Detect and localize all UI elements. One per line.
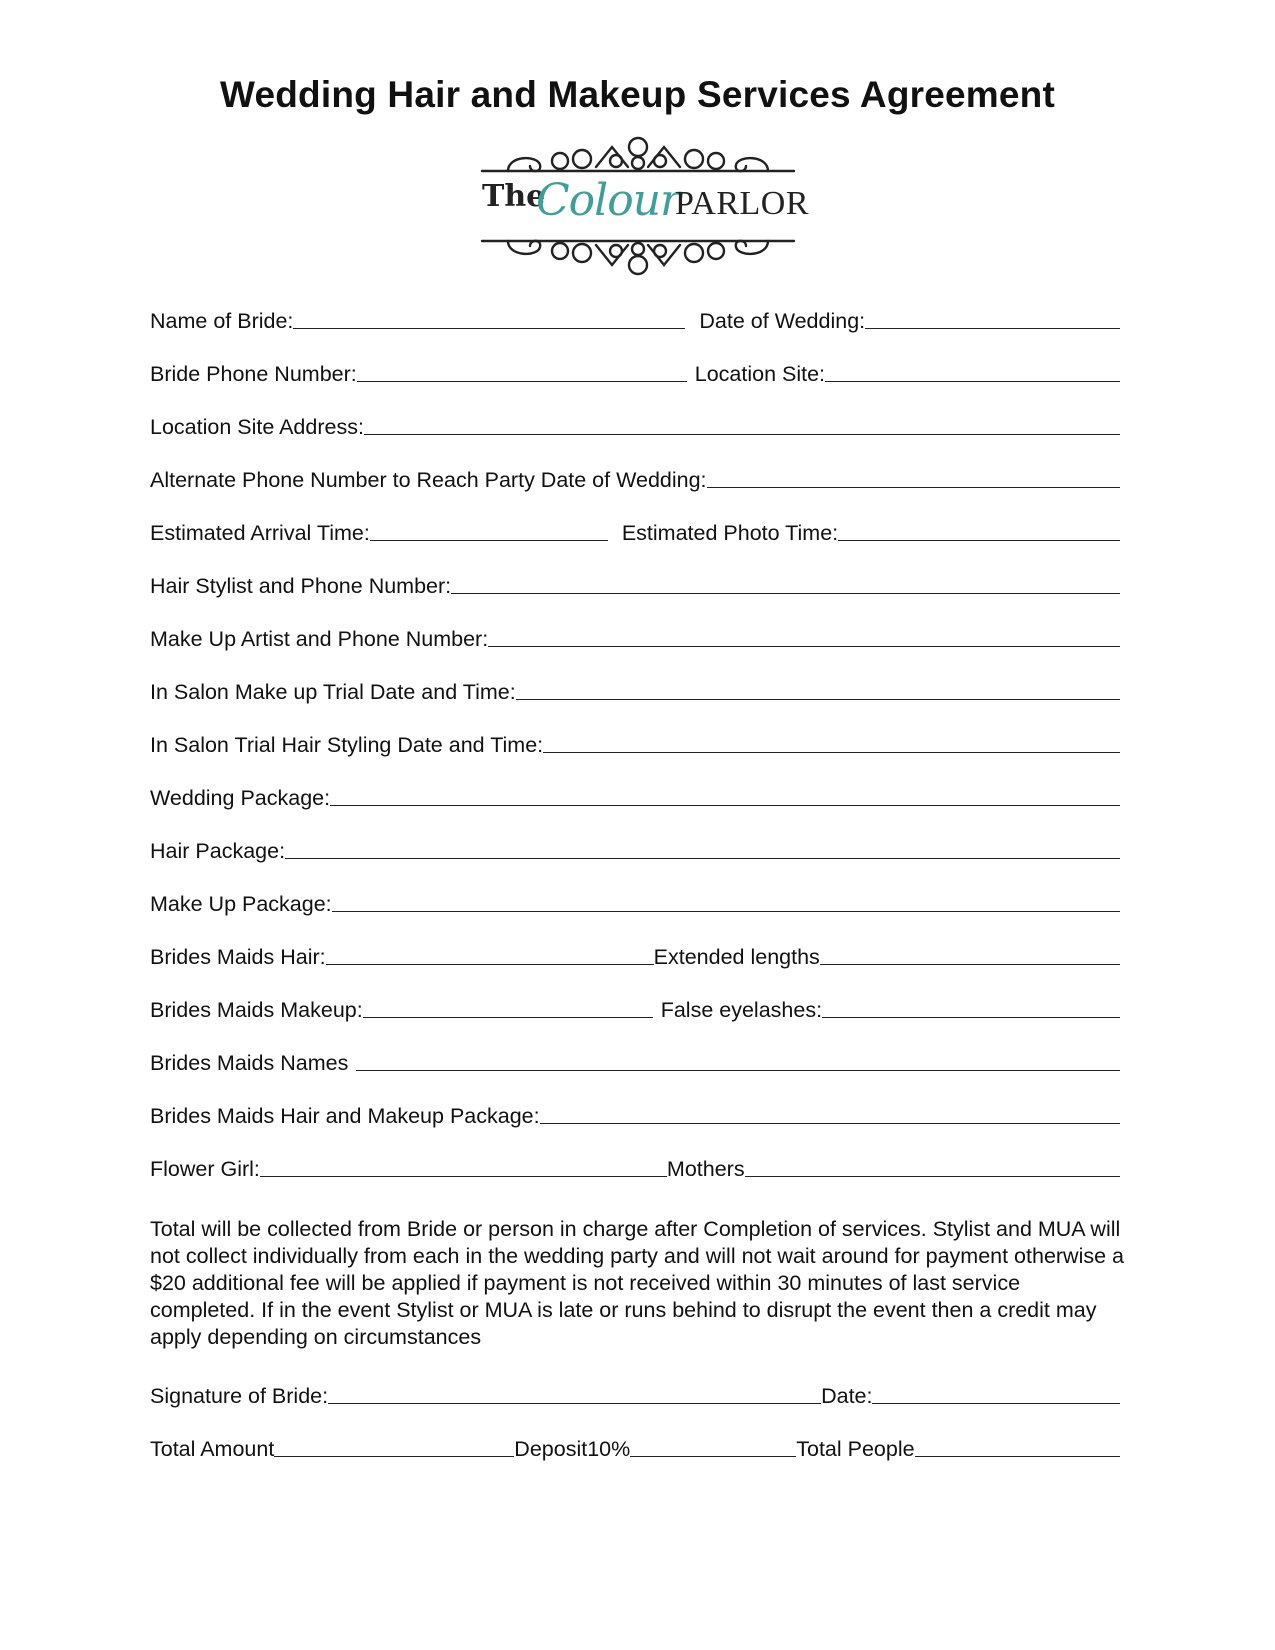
false-eyelashes-label: False eyelashes: [660, 998, 823, 1022]
logo-the: The [482, 179, 546, 214]
hair-stylist-field[interactable] [451, 592, 1120, 594]
row-bridesmaids-package [150, 1097, 1120, 1129]
row-makeup-package [150, 885, 1120, 917]
row-signature [150, 1377, 1120, 1409]
bride-phone-field[interactable] [357, 380, 687, 382]
row-bridesmaids-makeup [150, 991, 1120, 1023]
logo-parlor: PARLOR [675, 185, 810, 222]
hair-trial-label: In Salon Trial Hair Styling Date and Time: [150, 733, 544, 757]
row-hair-trial [150, 726, 1120, 758]
bridesmaids-names-label: Brides Maids Names [150, 1051, 349, 1075]
photo-time-field[interactable] [838, 539, 1120, 541]
row-location-address [150, 408, 1120, 440]
row-makeup-artist [150, 620, 1120, 652]
location-address-label: Location Site Address: [150, 415, 364, 439]
row-bridesmaids-hair [150, 938, 1120, 970]
logo-wordmark [478, 173, 810, 233]
signature-field[interactable] [328, 1402, 821, 1404]
hair-package-label: Hair Package: [150, 839, 286, 863]
row-wedding-package [150, 779, 1120, 811]
alt-phone-label: Alternate Phone Number to Reach Party Date of Wedding: [150, 468, 707, 492]
total-amount-field[interactable] [274, 1455, 514, 1457]
makeup-package-label: Make Up Package: [150, 892, 332, 916]
row-hair-stylist [150, 567, 1120, 599]
bridesmaids-hair-label: Brides Maids Hair: [150, 945, 326, 969]
bridesmaids-hair-field[interactable] [326, 963, 654, 965]
false-eyelashes-field[interactable] [822, 1016, 1120, 1018]
signature-date-label: Date: [821, 1384, 873, 1408]
extended-lengths-field[interactable] [820, 963, 1120, 965]
row-alt-phone [150, 461, 1120, 493]
total-people-label: Total People [796, 1437, 915, 1461]
row-arrival-time [150, 514, 1120, 546]
mothers-label: Mothers [666, 1157, 745, 1181]
location-site-field[interactable] [825, 380, 1120, 382]
bridesmaids-makeup-field[interactable] [363, 1016, 653, 1018]
bride-name-label: Name of Bride: [150, 309, 294, 333]
flourish-bottom-icon [478, 233, 798, 279]
page-title: Wedding Hair and Makeup Services Agreement [220, 74, 1055, 115]
wedding-package-label: Wedding Package: [150, 786, 331, 810]
deposit-label: Deposit10% [514, 1437, 631, 1461]
total-people-field[interactable] [915, 1455, 1120, 1457]
row-hair-package [150, 832, 1120, 864]
bridesmaids-package-label: Brides Maids Hair and Makeup Package: [150, 1104, 540, 1128]
extended-lengths-label: Extended lengths [653, 945, 820, 969]
hair-trial-field[interactable] [543, 751, 1120, 753]
flower-girl-label: Flower Girl: [150, 1157, 260, 1181]
bridesmaids-names-field[interactable] [356, 1069, 1120, 1071]
row-flower-girl [150, 1150, 1120, 1182]
deposit-field[interactable] [630, 1455, 796, 1457]
signature-label: Signature of Bride: [150, 1384, 329, 1408]
wedding-package-field[interactable] [330, 804, 1120, 806]
wedding-date-label: Date of Wedding: [699, 309, 866, 333]
signature-date-field[interactable] [872, 1402, 1120, 1404]
wedding-date-field[interactable] [865, 327, 1120, 329]
logo-colour: Colour [536, 175, 681, 226]
makeup-artist-label: Make Up Artist and Phone Number: [150, 627, 489, 651]
makeup-artist-field[interactable] [488, 645, 1120, 647]
makeup-trial-field[interactable] [516, 698, 1120, 700]
row-totals [150, 1430, 1120, 1462]
bridesmaids-package-field[interactable] [540, 1122, 1120, 1124]
arrival-time-field[interactable] [370, 539, 608, 541]
row-bridesmaids-names [150, 1044, 1120, 1076]
payment-policy-text: Total will be collected from Bride or person in charge after Completion of services. Stylist and MUA will not collect individually from each in the wedding party and will not wait around for payment otherwise a $20 additional fee will be applied if payment is not received within 30 minutes of last service completed. If in the event Stylist or MUA is late or runs behind to disrupt the event then a credit may apply depending on circumstances [150, 1217, 1124, 1349]
hair-package-field[interactable] [285, 857, 1120, 859]
row-makeup-trial [150, 673, 1120, 705]
hair-stylist-label: Hair Stylist and Phone Number: [150, 574, 452, 598]
arrival-time-label: Estimated Arrival Time: [150, 521, 370, 545]
row-bride-name [150, 302, 1120, 334]
colour-parlor-logo [478, 133, 810, 281]
bride-name-field[interactable] [293, 327, 685, 329]
flower-girl-field[interactable] [260, 1175, 667, 1177]
photo-time-label: Estimated Photo Time: [621, 521, 839, 545]
location-site-label: Location Site: [694, 362, 826, 386]
makeup-trial-label: In Salon Make up Trial Date and Time: [150, 680, 516, 704]
bridesmaids-makeup-label: Brides Maids Makeup: [150, 998, 363, 1022]
makeup-package-field[interactable] [332, 910, 1120, 912]
bride-phone-label: Bride Phone Number: [150, 362, 357, 386]
total-amount-label: Total Amount [150, 1437, 275, 1461]
location-address-field[interactable] [364, 433, 1120, 435]
alt-phone-field[interactable] [707, 486, 1120, 488]
mothers-field[interactable] [745, 1175, 1120, 1177]
row-bride-phone [150, 355, 1120, 387]
